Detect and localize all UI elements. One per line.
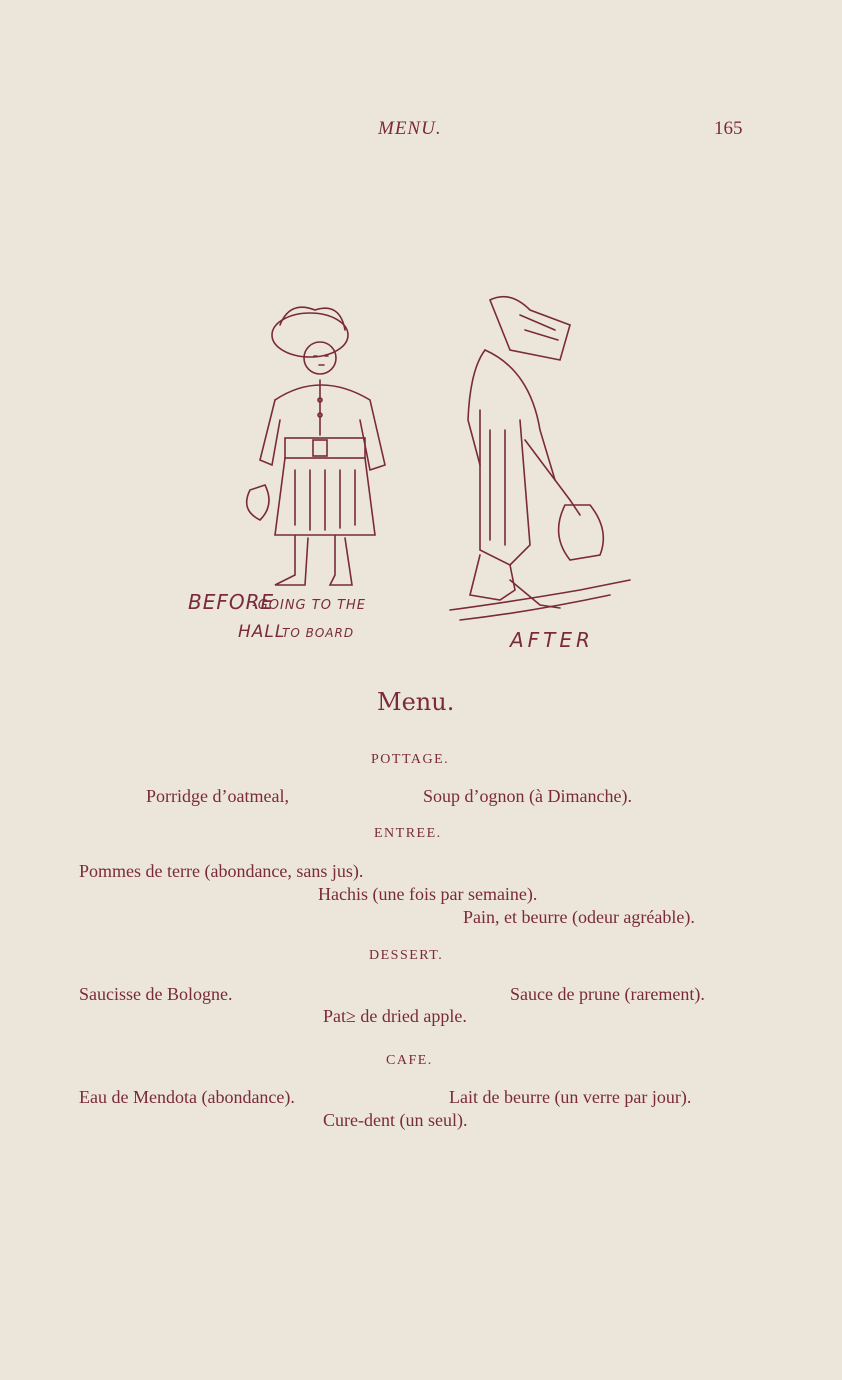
before-figure-drawing (247, 307, 385, 585)
menu-item-sauce-de-prune: Sauce de prune (rarement). (510, 984, 705, 1004)
caption-after: AFTER (510, 628, 594, 652)
menu-item-pommes: Pommes de terre (abondance, sans jus). (79, 861, 364, 881)
running-header-title: MENU. (378, 118, 442, 139)
caption-before: BEFORE (188, 590, 275, 614)
section-heading-entree: ENTREE. (374, 826, 442, 841)
menu-title: Menu. (377, 688, 455, 716)
menu-item-hachis: Hachis (une fois par semaine). (318, 884, 538, 904)
page-number: 165 (714, 118, 743, 139)
menu-item-saucisse: Saucisse de Bologne. (79, 984, 233, 1004)
caption-hall: HALL (238, 622, 286, 642)
menu-item-pain: Pain, et beurre (odeur agréable). (463, 907, 695, 927)
section-heading-cafe: CAFE. (386, 1053, 433, 1068)
section-heading-pottage: POTTAGE. (371, 752, 450, 767)
after-figure-drawing (450, 297, 630, 620)
menu-item-pate: Pat≥ de dried apple. (323, 1006, 467, 1026)
menu-item-lait: Lait de beurre (un verre par jour). (449, 1087, 692, 1107)
menu-item-eau: Eau de Mendota (abondance). (79, 1087, 295, 1107)
menu-item-cure-dent: Cure-dent (un seul). (323, 1110, 468, 1130)
caption-to-board: TO BOARD (282, 626, 355, 640)
menu-item-soup: Soup d’ognon (à Dimanche). (423, 786, 632, 806)
caption-going-to-the: -GOING TO THE (252, 598, 366, 613)
menu-item-porridge: Porridge d’oatmeal, (146, 786, 289, 806)
section-heading-dessert: DESSERT. (369, 948, 444, 963)
